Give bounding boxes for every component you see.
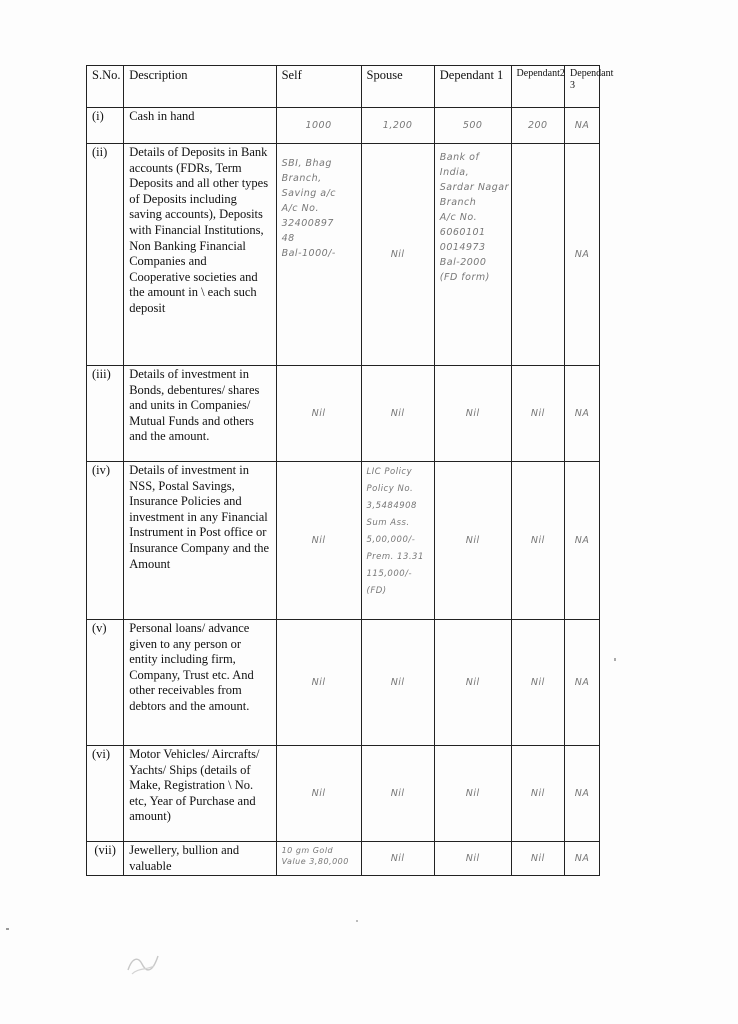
row-sno: (ii)	[87, 144, 124, 366]
cell-dependant1: Nil	[434, 366, 511, 462]
row-description: Cash in hand	[124, 108, 276, 144]
handwritten-line: 115,000/-	[366, 569, 413, 579]
cell-spouse: Nil	[361, 366, 434, 462]
handwritten-line: Prem. 13.31	[366, 552, 424, 562]
scan-speck	[614, 658, 616, 661]
cell-dependant3: NA	[565, 366, 600, 462]
table-row	[87, 366, 600, 462]
table-header-row	[87, 66, 600, 108]
row-description: Details of Deposits in Bank accounts (FDRs, Term Deposits and all other types of Deposits including saving accounts), Deposits with Financial Institutions, Non Banking Financial Companies and Cooperative societies and the amount in \ each such deposit	[124, 144, 276, 366]
cell-spouse: Nil	[361, 746, 434, 842]
handwritten-line: 10 gm Gold	[281, 846, 334, 855]
cell-dependant1: Nil	[434, 462, 511, 620]
row-sno: (iv)	[87, 462, 124, 620]
row-sno: (v)	[87, 620, 124, 746]
cell-self	[276, 144, 361, 366]
row-sno: (vii)	[87, 842, 124, 876]
row-description: Details of investment in Bonds, debentures/ shares and units in Companies/ Mutual Funds and others and the amount.	[124, 366, 276, 462]
table-row	[87, 842, 600, 876]
handwritten-line: 5,00,000/-	[366, 535, 416, 545]
handwritten-line: Sardar Nagar	[439, 182, 510, 193]
header-self: Self	[276, 66, 361, 108]
handwritten-line: (FD form)	[439, 272, 490, 283]
handwritten-line: 3,5484908	[366, 501, 417, 511]
header-dependant2: Dependant2	[511, 66, 565, 108]
table-row	[87, 620, 600, 746]
cell-spouse: Nil	[361, 842, 434, 876]
cell-dependant1: Nil	[434, 842, 511, 876]
handwritten-line: A/c No.	[439, 212, 478, 223]
cell-dependant1	[434, 144, 511, 366]
handwritten-line: 32400897	[281, 218, 334, 229]
header-dependant1: Dependant 1	[434, 66, 511, 108]
cell-dependant3: NA	[565, 746, 600, 842]
assets-declaration-table	[86, 65, 614, 876]
header-description: Description	[124, 66, 276, 108]
cell-self: Nil	[276, 462, 361, 620]
cell-self	[276, 842, 361, 876]
cell-dependant2: 200	[511, 108, 565, 144]
handwritten-line: Bal-2000	[439, 257, 487, 268]
scan-speck	[6, 928, 9, 930]
handwritten-line: Bal-1000/-	[281, 248, 336, 259]
header-spouse: Spouse	[361, 66, 434, 108]
header-sno: S.No.	[87, 66, 124, 108]
row-sno: (iii)	[87, 366, 124, 462]
cell-dependant2: Nil	[511, 842, 565, 876]
row-sno: (vi)	[87, 746, 124, 842]
row-description: Details of investment in NSS, Postal Savings, Insurance Policies and investment in any Financial Instrument in Post office or Insurance Company and the Amount	[124, 462, 276, 620]
handwritten-line: 48	[281, 233, 295, 244]
handwritten-line: 6060101	[439, 227, 486, 238]
row-description: Personal loans/ advance given to any person or entity including firm, Company, Trust etc. And other receivables from debtors and the amount.	[124, 620, 276, 746]
cell-spouse: Nil	[361, 620, 434, 746]
table-row	[87, 144, 600, 366]
row-description: Motor Vehicles/ Aircrafts/ Yachts/ Ships (details of Make, Registration \ No. etc, Year of Purchase and amount)	[124, 746, 276, 842]
cell-dependant2: Nil	[511, 746, 565, 842]
handwritten-line: SBI, Bhag	[281, 158, 332, 169]
cell-self: Nil	[276, 620, 361, 746]
table-row	[87, 746, 600, 842]
handwritten-line: Bank of	[439, 152, 480, 163]
handwritten-line: India,	[439, 167, 470, 178]
cell-dependant3: NA	[565, 842, 600, 876]
handwritten-line: LIC Policy	[366, 467, 413, 477]
row-sno: (i)	[87, 108, 124, 144]
cell-dependant2: Nil	[511, 462, 565, 620]
faint-stamp-mark	[124, 948, 164, 978]
cell-spouse	[361, 462, 434, 620]
handwritten-line: A/c No.	[281, 203, 319, 214]
cell-self: Nil	[276, 746, 361, 842]
scan-speck	[356, 920, 358, 922]
handwritten-line: Sum Ass.	[366, 518, 410, 528]
cell-spouse: Nil	[361, 144, 434, 366]
handwritten-line: 0014973	[439, 242, 486, 253]
handwritten-line: Branch	[439, 197, 477, 208]
cell-dependant2	[511, 144, 565, 366]
cell-dependant3: NA	[565, 144, 600, 366]
handwritten-line: Branch,	[281, 173, 322, 184]
handwritten-line: (FD)	[366, 586, 387, 596]
handwritten-line: Saving a/c	[281, 188, 337, 199]
cell-spouse: 1,200	[361, 108, 434, 144]
cell-dependant3: NA	[565, 108, 600, 144]
table-row	[87, 462, 600, 620]
cell-self: 1000	[276, 108, 361, 144]
table-row	[87, 108, 600, 144]
cell-dependant1: Nil	[434, 746, 511, 842]
row-description: Jewellery, bullion and valuable	[124, 842, 276, 876]
cell-dependant1: Nil	[434, 620, 511, 746]
cell-self: Nil	[276, 366, 361, 462]
cell-dependant2: Nil	[511, 366, 565, 462]
header-dependant3: Dependant 3	[565, 66, 600, 108]
cell-dependant3: NA	[565, 462, 600, 620]
handwritten-line: Policy No.	[366, 484, 414, 494]
handwritten-line: Value 3,80,000	[281, 857, 349, 866]
cell-dependant1: 500	[434, 108, 511, 144]
cell-dependant2: Nil	[511, 620, 565, 746]
cell-dependant3: NA	[565, 620, 600, 746]
